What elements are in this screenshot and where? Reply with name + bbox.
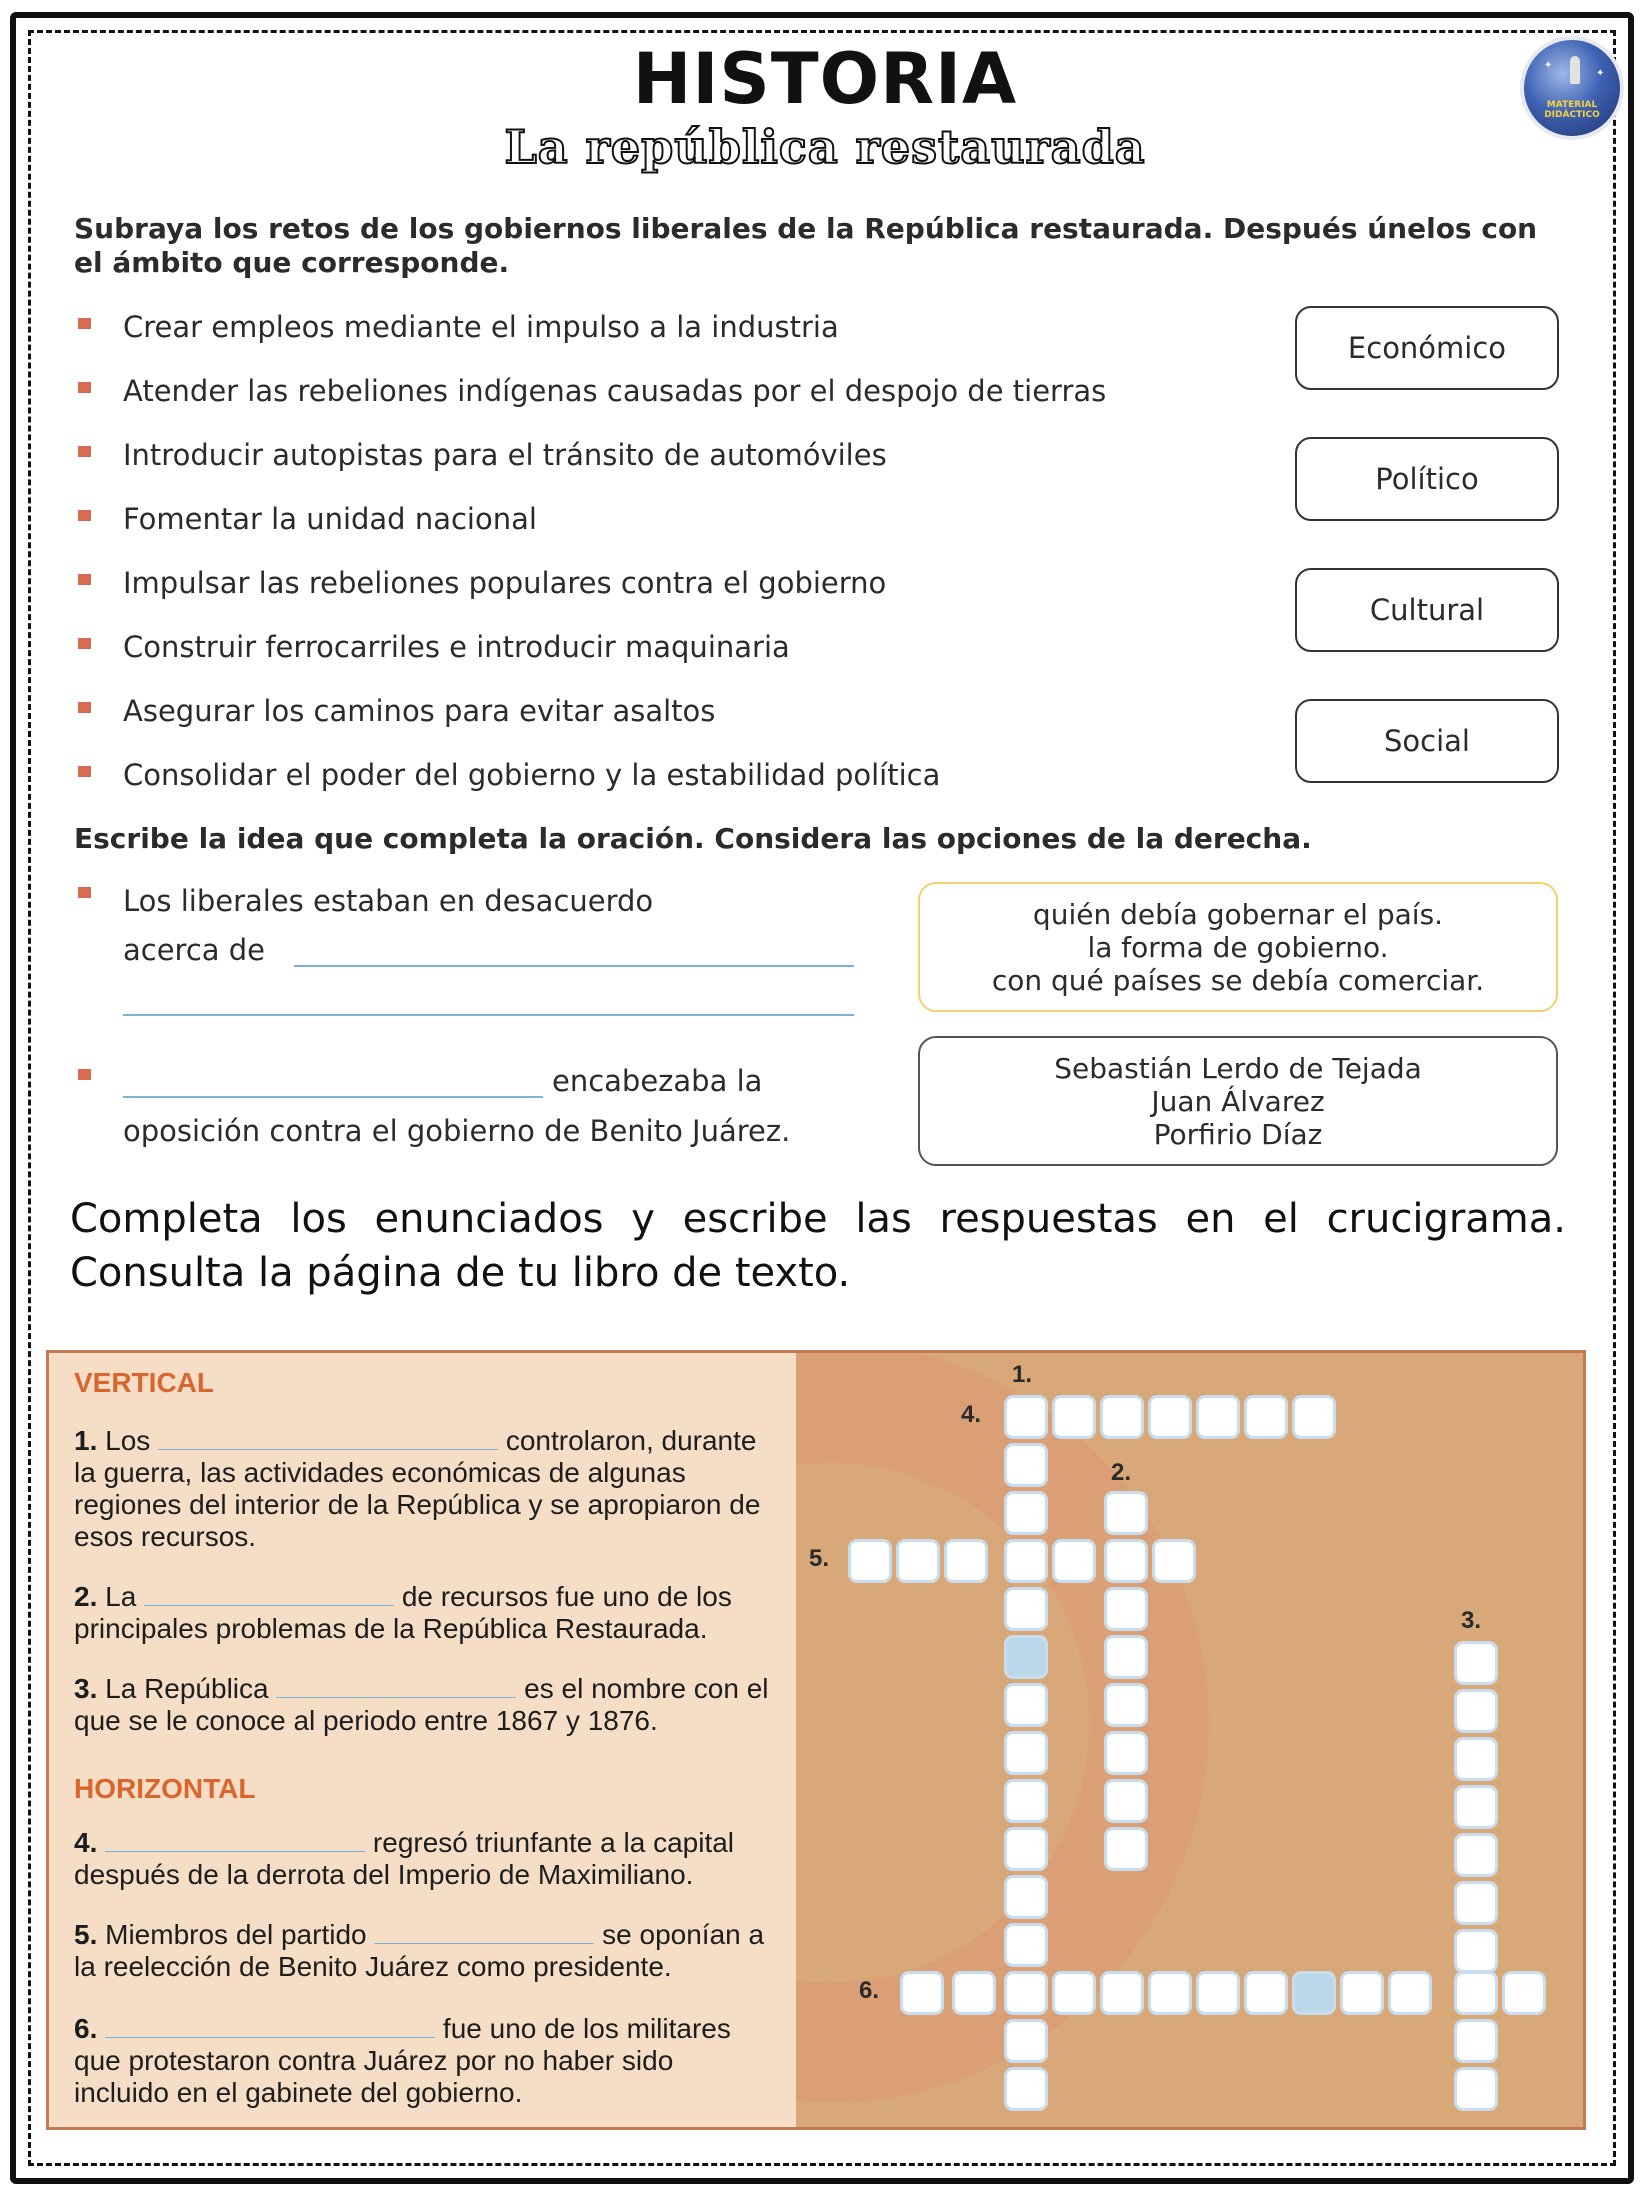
vertical-heading: VERTICAL: [74, 1367, 214, 1398]
clue-3: [74, 1673, 774, 1737]
clue-text: de recursos fue uno de los: [401, 1581, 732, 1612]
crossword-cell[interactable]: [1100, 1395, 1144, 1439]
clue-text: La: [105, 1581, 137, 1612]
page-title: HISTORIA: [632, 38, 1018, 120]
option-text: quién debía gobernar el país.: [1032, 897, 1444, 931]
clue-5: [74, 1919, 774, 1983]
crossword-cell[interactable]: [1104, 1683, 1148, 1727]
crossword-cell[interactable]: [952, 1971, 996, 2015]
crossword-cell[interactable]: [1104, 1635, 1148, 1679]
bullet-icon: [78, 574, 91, 585]
crossword-cell[interactable]: [1004, 1923, 1048, 1967]
crossword-cell[interactable]: [1148, 1971, 1192, 2015]
bullet-icon: [78, 766, 91, 777]
crossword-cell[interactable]: [1004, 1971, 1048, 2015]
challenge-item[interactable]: [78, 435, 887, 475]
answer-line[interactable]: [123, 1014, 854, 1016]
challenge-text: Crear empleos mediante el impulso a la industria: [123, 310, 839, 344]
crossword-cell[interactable]: [1340, 1971, 1384, 2015]
challenge-text: Introducir autopistas para el tránsito de automóviles: [123, 438, 887, 472]
crossword-cell[interactable]: [1104, 1779, 1148, 1823]
sentence2-part1: encabezaba la: [552, 1064, 763, 1098]
horizontal-heading: HORIZONTAL: [74, 1773, 256, 1804]
sentence1-part2: acerca de: [123, 933, 266, 967]
crossword-cell[interactable]: [1454, 1641, 1498, 1685]
crossword-cell[interactable]: [900, 1971, 944, 2015]
rocket-icon: [1570, 56, 1580, 84]
crossword-cell[interactable]: [1454, 1689, 1498, 1733]
sentence2-part2: oposición contra el gobierno de Benito Juárez.: [123, 1114, 791, 1148]
clue-text: durante la guerra, las actividades económicas de algunas regiones del interior de la República y se apropiaron de esos recursos.: [74, 1425, 761, 1552]
challenge-text: Construir ferrocarriles e introducir maquinaria: [123, 630, 790, 664]
bullet-icon: [78, 382, 91, 393]
answer-line[interactable]: [294, 965, 854, 967]
clue-text: después de la derrota del Imperio de Maximiliano.: [74, 1859, 694, 1890]
clue-number: 3.: [74, 1673, 98, 1704]
logo-text: MATERIAL DIDÁCTICO: [1544, 100, 1600, 120]
clue-1: [74, 1425, 774, 1553]
crossword-cell[interactable]: [1004, 2067, 1048, 2111]
option-text: Porfirio Díaz: [1153, 1117, 1323, 1151]
clue-number: 2.: [74, 1581, 98, 1612]
crossword-cell[interactable]: [1454, 1785, 1498, 1829]
bullet-icon: [78, 702, 91, 713]
clue-number: 5.: [74, 1919, 98, 1950]
clue-text: a la reelección de Benito Juárez como presidente.: [74, 1919, 765, 1982]
option-text: la forma de gobierno.: [1087, 930, 1389, 964]
ambit-box-cultural[interactable]: Cultural: [1295, 568, 1559, 652]
challenge-item[interactable]: [78, 755, 940, 795]
crossword-cell[interactable]: [1454, 1971, 1498, 2015]
clue-text: principales problemas de la República Restaurada.: [74, 1613, 708, 1644]
crossword-cell[interactable]: [1004, 1683, 1048, 1727]
instruction-underline: Subraya los retos de los gobiernos liberales de la República restaurada. Después únelos con el ámbito que corresponde.: [74, 212, 1538, 279]
crossword-cell[interactable]: [1454, 1737, 1498, 1781]
grid-number-5: 5.: [809, 1545, 830, 1572]
crossword-cell[interactable]: [1004, 1587, 1048, 1631]
crossword-cell[interactable]: [1004, 1779, 1048, 1823]
clue-blank[interactable]: [276, 1697, 516, 1698]
option-text: Sebastián Lerdo de Tejada: [1054, 1051, 1422, 1085]
challenge-item[interactable]: [78, 563, 886, 603]
bullet-icon: [78, 446, 91, 457]
clue-blank[interactable]: [105, 2037, 435, 2038]
challenge-text: Asegurar los caminos para evitar asaltos: [123, 694, 716, 728]
clue-text: fue uno de los militares: [442, 2013, 731, 2044]
clue-number: 1.: [74, 1425, 98, 1456]
crossword-cell[interactable]: [1104, 1539, 1148, 1583]
clue-text: el que se le conoce al periodo entre 1867 y 1876.: [74, 1673, 769, 1736]
star-icon: ✦: [1596, 68, 1605, 79]
crossword-cell[interactable]: [944, 1539, 988, 1583]
clue-text: La República: [105, 1673, 269, 1704]
crossword-cell[interactable]: [1004, 1491, 1048, 1535]
grid-number-3: 3.: [1461, 1607, 1482, 1634]
clue-blank[interactable]: [105, 1851, 365, 1852]
option-text: Juan Álvarez: [1151, 1084, 1325, 1118]
ambit-box-social[interactable]: Social: [1295, 699, 1559, 783]
crossword-cell[interactable]: [1454, 2019, 1498, 2063]
crossword-cell[interactable]: [1454, 2067, 1498, 2111]
bullet-icon: [78, 1069, 91, 1080]
clue-number: 4.: [74, 1827, 98, 1858]
challenge-text: Impulsar las rebeliones populares contra el gobierno: [123, 566, 887, 600]
crossword-panel: [46, 1350, 1586, 2130]
challenge-text: Consolidar el poder del gobierno y la estabilidad política: [123, 758, 941, 792]
material-didactico-logo: [1520, 36, 1624, 140]
ambit-box-politico[interactable]: Político: [1295, 437, 1559, 521]
instruction-write: Escribe la idea que completa la oración. Considera las opciones de la derecha.: [74, 822, 1312, 855]
bullet-icon: [78, 510, 91, 521]
crossword-cell[interactable]: [1104, 1587, 1148, 1631]
crossword-cell[interactable]: [1454, 1881, 1498, 1925]
options-box-desacuerdo: [918, 882, 1558, 1012]
crossword-cell[interactable]: [1052, 1971, 1096, 2015]
crossword-cell[interactable]: [1004, 1443, 1048, 1487]
crossword-cell[interactable]: [1292, 1971, 1336, 2015]
crossword-cell[interactable]: [1004, 1875, 1048, 1919]
crossword-cell[interactable]: [896, 1539, 940, 1583]
bullet-icon: [78, 318, 91, 329]
sentence1-part1: Los liberales estaban en desacuerdo: [123, 884, 654, 918]
grid-number-1: 1.: [1012, 1361, 1033, 1388]
crossword-cell[interactable]: [1148, 1395, 1192, 1439]
crossword-cell[interactable]: [1454, 1833, 1498, 1877]
challenge-text: Atender las rebeliones indígenas causadas por el despojo de tierras: [123, 374, 1107, 408]
grid-number-6: 6.: [859, 1977, 880, 2004]
crossword-cell[interactable]: [1004, 1731, 1048, 1775]
clue-blank[interactable]: [374, 1943, 594, 1944]
clue-blank[interactable]: [158, 1449, 498, 1450]
challenge-item[interactable]: [78, 307, 839, 347]
crossword-cell[interactable]: [1004, 1395, 1048, 1439]
challenge-item[interactable]: [78, 691, 715, 731]
crossword-cell[interactable]: [1244, 1395, 1288, 1439]
clue-text: es el nombre con: [524, 1673, 739, 1704]
star-icon: ✦: [1544, 60, 1553, 71]
instruction-crossword: Completa los enunciados y escribe las respuestas en el crucigrama. Consulta la página de tu libro de texto.: [70, 1196, 1566, 1296]
challenge-item[interactable]: [78, 627, 790, 667]
ambit-box-economico[interactable]: Económico: [1295, 306, 1559, 390]
clue-text: que protestaron contra Juárez por no haber sido incluido en el gabinete del gobierno.: [74, 2045, 674, 2108]
challenge-text: Fomentar la unidad nacional: [123, 502, 537, 536]
crossword-cell[interactable]: [1004, 1539, 1048, 1583]
answer-line[interactable]: [123, 1096, 543, 1098]
page-subtitle: La república restaurada: [504, 120, 1146, 174]
crossword-cell[interactable]: [1244, 1971, 1288, 2015]
clue-text: regresó triunfante a la capital: [372, 1827, 735, 1858]
grid-number-4: 4.: [961, 1401, 982, 1428]
crossword-cell[interactable]: [1104, 1491, 1148, 1535]
clue-text: se oponían: [602, 1919, 741, 1950]
clue-blank[interactable]: [144, 1605, 394, 1606]
clue-text: controlaron,: [505, 1425, 654, 1456]
clue-text: Miembros del partido: [105, 1919, 367, 1950]
crossword-cell[interactable]: [1502, 1971, 1546, 2015]
clue-2: [74, 1581, 774, 1645]
crossword-cell[interactable]: [1004, 2019, 1048, 2063]
crossword-cell[interactable]: [1004, 1827, 1048, 1871]
clue-6: [74, 2013, 774, 2109]
crossword-cell[interactable]: [1388, 1971, 1432, 2015]
challenge-item[interactable]: [78, 371, 1106, 411]
clue-text: Los: [105, 1425, 151, 1456]
crossword-cell[interactable]: [1052, 1539, 1096, 1583]
crossword-cell[interactable]: [1292, 1395, 1336, 1439]
option-text: con qué países se debía comerciar.: [991, 963, 1485, 997]
crossword-cell[interactable]: [1100, 1971, 1144, 2015]
clue-number: 6.: [74, 2013, 98, 2044]
crossword-cell[interactable]: [1004, 1635, 1048, 1679]
crossword-cell[interactable]: [1052, 1395, 1096, 1439]
crossword-cell[interactable]: [1196, 1395, 1240, 1439]
crossword-cell[interactable]: [848, 1539, 892, 1583]
challenge-item[interactable]: [78, 499, 537, 539]
grid-number-2: 2.: [1111, 1459, 1132, 1486]
crossword-cell[interactable]: [1152, 1539, 1196, 1583]
crossword-cell[interactable]: [1104, 1827, 1148, 1871]
bullet-icon: [78, 638, 91, 649]
bullet-icon: [78, 887, 91, 898]
crossword-cell[interactable]: [1196, 1971, 1240, 2015]
options-box-oposicion: [918, 1036, 1558, 1166]
crossword-cell[interactable]: [1454, 1929, 1498, 1973]
clue-4: [74, 1827, 774, 1891]
crossword-cell[interactable]: [1104, 1731, 1148, 1775]
